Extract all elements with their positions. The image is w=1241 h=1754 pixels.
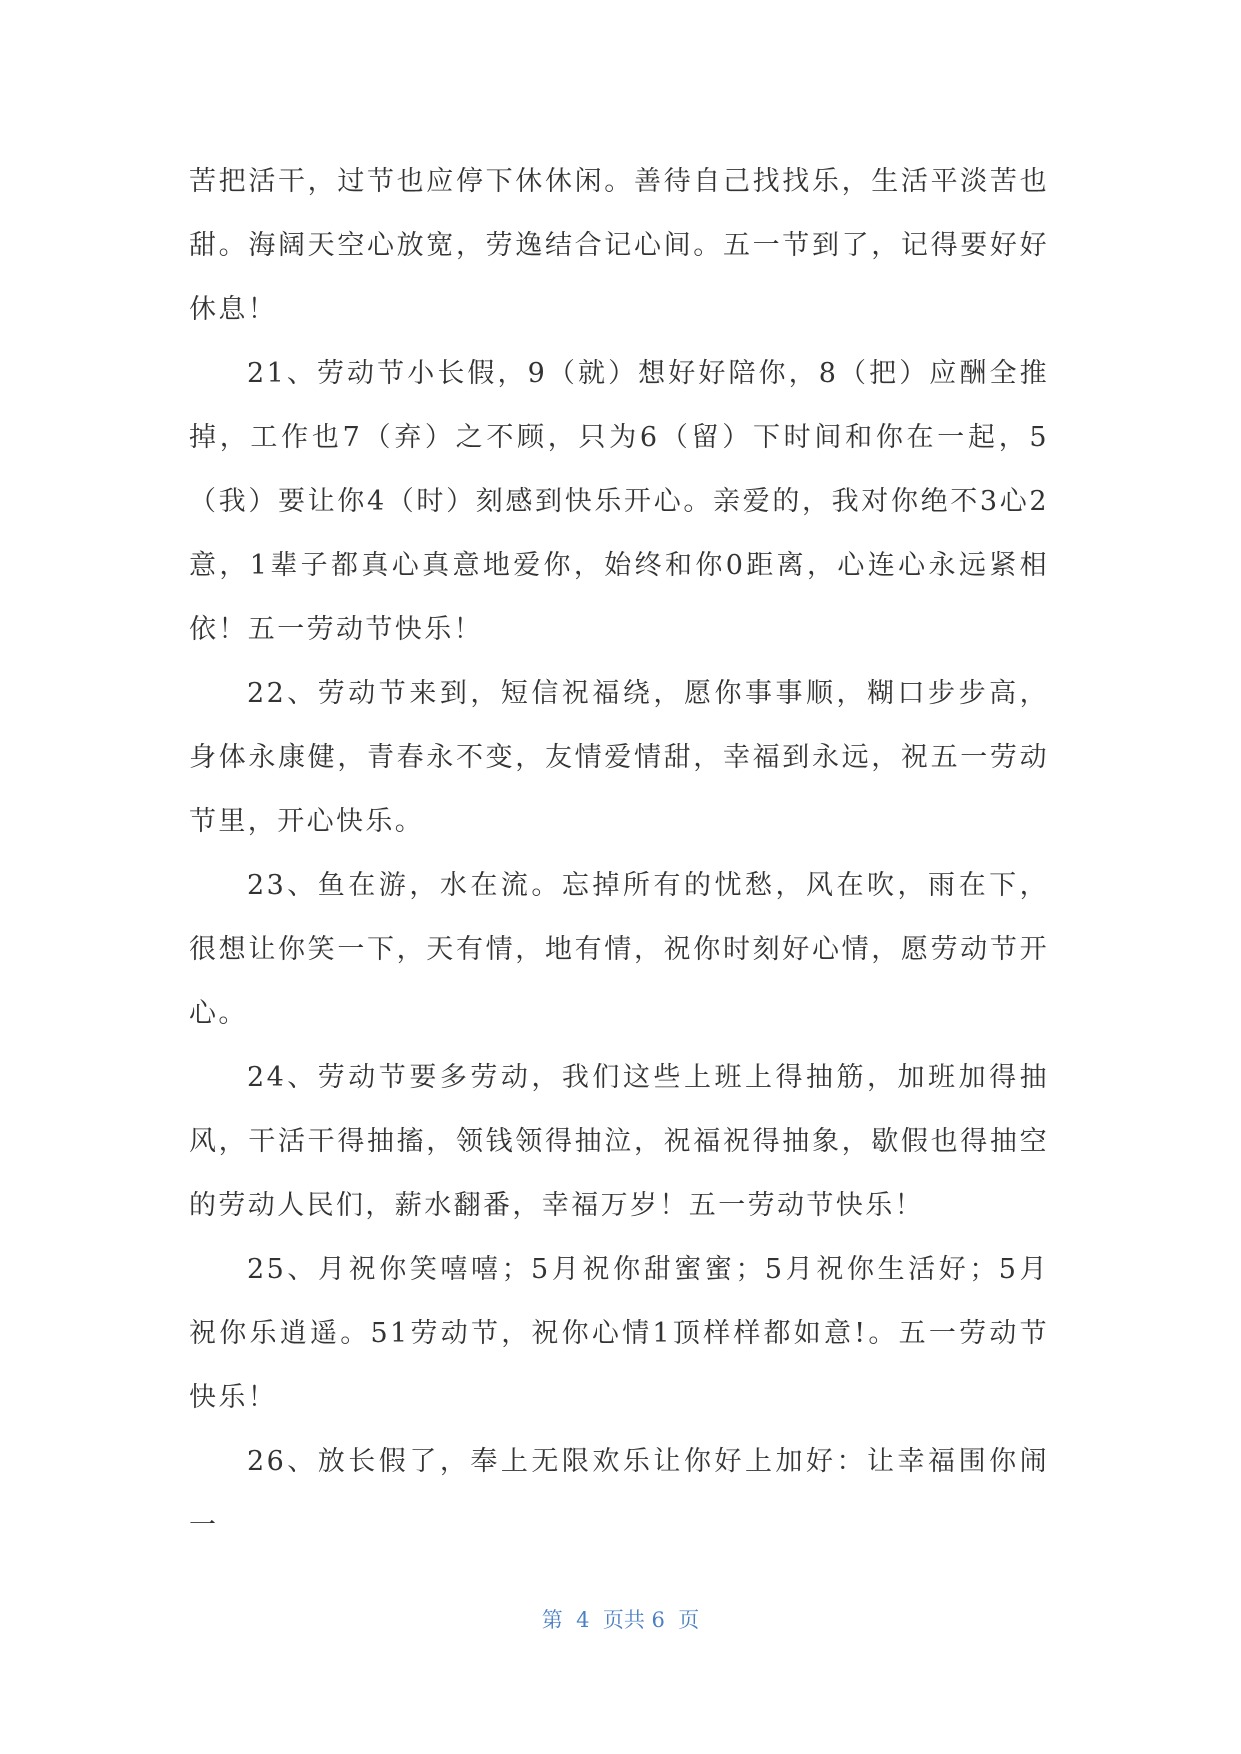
- paragraph: 22、劳动节来到，短信祝福绕，愿你事事顺，糊口步步高，身体永康健，青春永不变，友情爱情甜，幸福到永远，祝五一劳动节里，开心快乐。: [189, 678, 1049, 837]
- document-body: [189, 150, 1049, 1558]
- paragraph: 21、劳动节小长假，9（就）想好好陪你，8（把）应酬全推掉，工作也7（弃）之不顾，只为6（留）下时间和你在一起，5（我）要让你4（时）刻感到快乐开心。亲爱的，我对你绝不3心2意，1辈子都真心真意地爱你，始终和你0距离，心连心永远紧相依！五一劳动节快乐！: [189, 358, 1049, 645]
- paragraph: 24、劳动节要多劳动，我们这些上班上得抽筋，加班加得抽风，干活干得抽搐，领钱领得抽泣，祝福祝得抽象，歇假也得抽空的劳动人民们，薪水翻番，幸福万岁！五一劳动节快乐！: [189, 1062, 1049, 1221]
- paragraph: 25、月祝你笑嘻嘻；5月祝你甜蜜蜜；5月祝你生活好；5月祝你乐逍遥。51劳动节，祝你心情1顶样样都如意!。五一劳动节快乐！: [189, 1254, 1049, 1413]
- paragraph: 23、鱼在游，水在流。忘掉所有的忧愁，风在吹，雨在下，很想让你笑一下，天有情，地有情，祝你时刻好心情，愿劳动节开心。: [189, 870, 1049, 1029]
- page-number-footer: 第 4 页共 6 页: [541, 1608, 700, 1632]
- paragraph: 苦把活干，过节也应停下休休闲。善待自己找找乐，生活平淡苦也甜。海阔天空心放宽，劳逸结合记心间。五一节到了，记得要好好休息！: [189, 166, 1049, 325]
- paragraph: 26、放长假了，奉上无限欢乐让你好上加好：让幸福围你闹一: [189, 1446, 1049, 1541]
